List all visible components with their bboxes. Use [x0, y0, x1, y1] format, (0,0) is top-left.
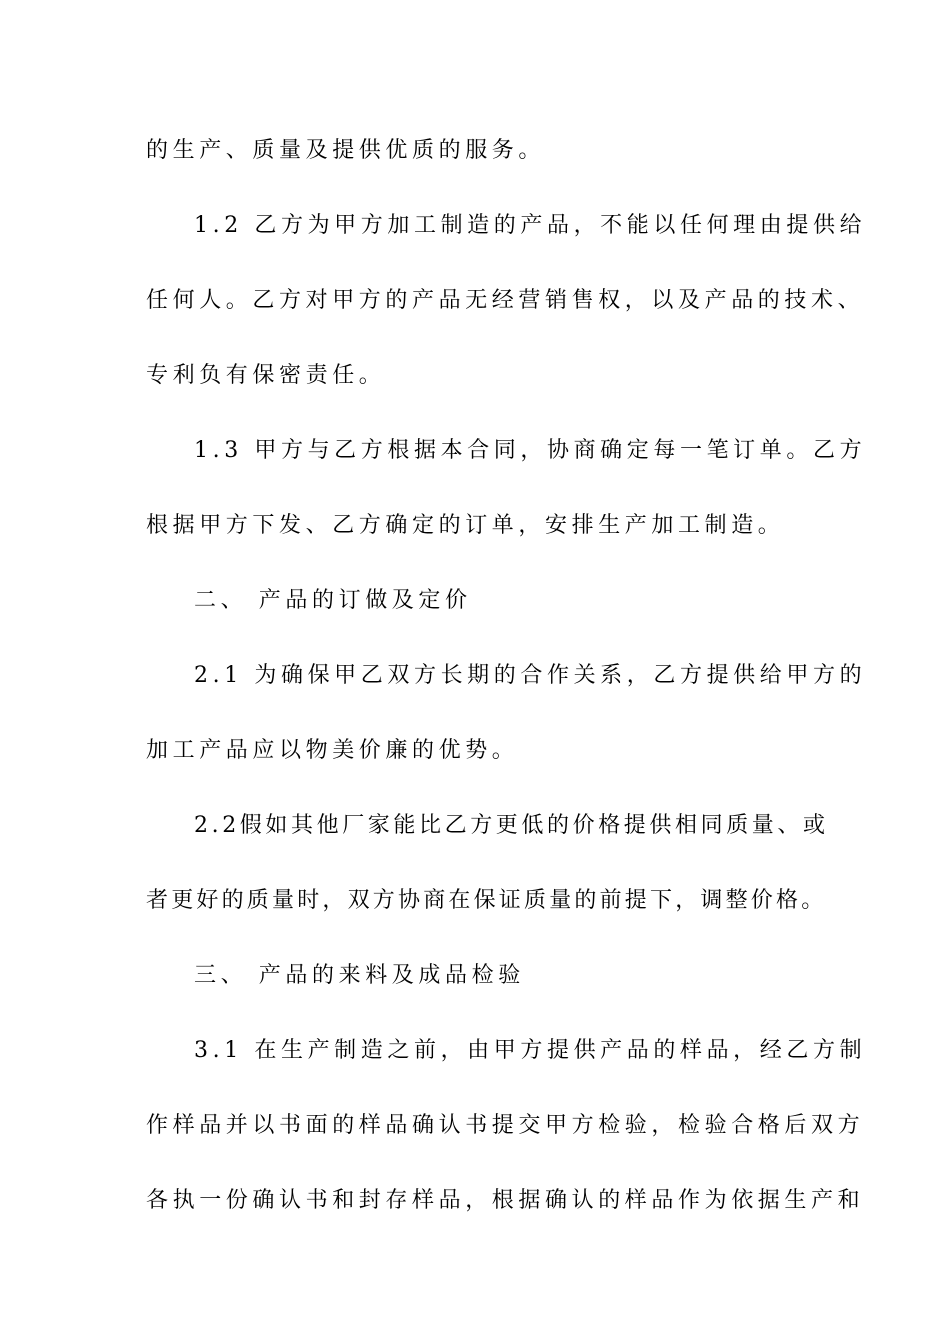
text-line: 任何人。乙方对甲方的产品无经营销售权，以及产品的技术、 [146, 288, 865, 313]
text-line: 各执一份确认书和封存样品，根据确认的样品作为依据生产和 [146, 1188, 865, 1213]
text-line: 根据甲方下发、乙方确定的订单，安排生产加工制造。 [146, 513, 785, 538]
section-heading-3: 三、 产品的来料及成品检验 [194, 963, 525, 988]
text-line: 者更好的质量时，双方协商在保证质量的前提下，调整价格。 [146, 888, 827, 913]
clause-2-2-line: 2.2假如其他厂家能比乙方更低的价格提供相同质量、或 [194, 813, 829, 838]
text-line: 加工产品应以物美价廉的优势。 [146, 738, 519, 763]
clause-1-3-line: 1.3 甲方与乙方根据本合同，协商确定每一笔订单。乙方 [194, 438, 867, 463]
text-line: 的生产、质量及提供优质的服务。 [146, 138, 546, 163]
clause-2-1-line: 2.1 为确保甲乙双方长期的合作关系，乙方提供给甲方的 [194, 663, 867, 688]
text-line: 专利负有保密责任。 [146, 363, 386, 388]
clause-1-2-line: 1.2 乙方为甲方加工制造的产品，不能以任何理由提供给 [194, 213, 867, 238]
text-line: 作样品并以书面的样品确认书提交甲方检验，检验合格后双方 [146, 1113, 865, 1138]
section-heading-2: 二、 产品的订做及定价 [194, 588, 472, 613]
clause-3-1-line: 3.1 在生产制造之前，由甲方提供产品的样品，经乙方制 [194, 1038, 867, 1063]
